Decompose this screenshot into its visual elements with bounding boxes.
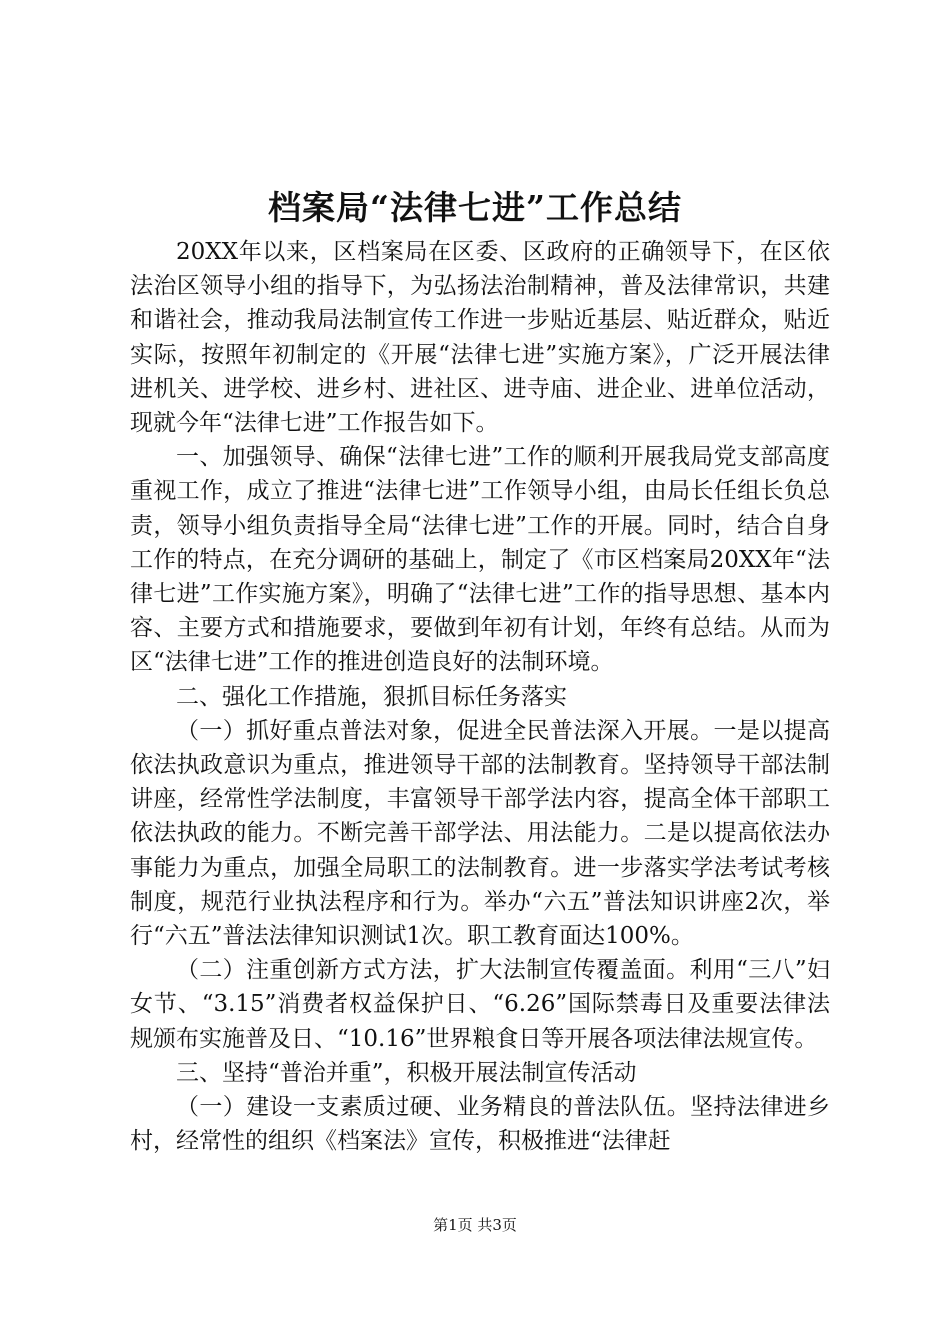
document-title: 档案局“法律七进”工作总结 (268, 188, 682, 227)
heading-section-2: 二、强化工作措施，狠抓目标任务落实 (176, 683, 567, 710)
paragraph-section-2-2: （二）注重创新方式方法，扩大法制宣传覆盖面。利用“三八”妇女节、“3.15”消费者权益保护日、“6.26”国际禁毒日及重要法律法规颁布实施普及日、“10.16”世界粮食日等开展各项法律法规宣传。 (130, 957, 830, 1052)
document-body (130, 235, 830, 1158)
paragraph-section-3-1: （一）建设一支素质过硬、业务精良的普法队伍。坚持法律进乡村，经常性的组织《档案法》宣传，积极推进“法律赶 (130, 1094, 830, 1155)
page-footer: 第1页 共3页 (433, 1216, 517, 1234)
paragraph-section-1: 一、加强领导、确保“法律七进”工作的顺利开展我局党支部高度重视工作，成立了推进“法律七进”工作领导小组，由局长任组长负总责，领导小组负责指导全局“法律七进”工作的开展。同时，结合自身工作的特点，在充分调研的基础上，制定了《市区档案局20XX年“法律七进”工作实施方案》，明确了“法律七进”工作的指导思想、基本内容、主要方式和措施要求，要做到年初有计划，年终有总结。从而为区“法律七进”工作的推进创造良好的法制环境。 (130, 444, 830, 676)
heading-section-3: 三、坚持“普治并重”，积极开展法制宣传活动 (176, 1059, 637, 1086)
paragraph-intro: 20XX年以来，区档案局在区委、区政府的正确领导下，在区依法治区领导小组的指导下，为弘扬法治制精神，普及法律常识，共建和谐社会，推动我局法制宣传工作进一步贴近基层、贴近群众，贴近实际，按照年初制定的《开展“法律七进”实施方案》，广泛开展法律进机关、进学校、进乡村、进社区、进寺庙、进企业、进单位活动，现就今年“法律七进”工作报告如下。 (130, 239, 830, 437)
paragraph-section-2-1: （一）抓好重点普法对象，促进全民普法深入开展。一是以提高依法执政意识为重点，推进领导干部的法制教育。坚持领导干部法制讲座，经常性学法制度，丰富领导干部学法内容，提高全体干部职工依法执政的能力。不断完善干部学法、用法能力。二是以提高依法办事能力为重点，加强全局职工的法制教育。进一步落实学法考试考核制度，规范行业执法程序和行为。举办“六五”普法知识讲座2次，举行“六五”普法法律知识测试1次。职工教育面达100%。 (130, 717, 830, 950)
